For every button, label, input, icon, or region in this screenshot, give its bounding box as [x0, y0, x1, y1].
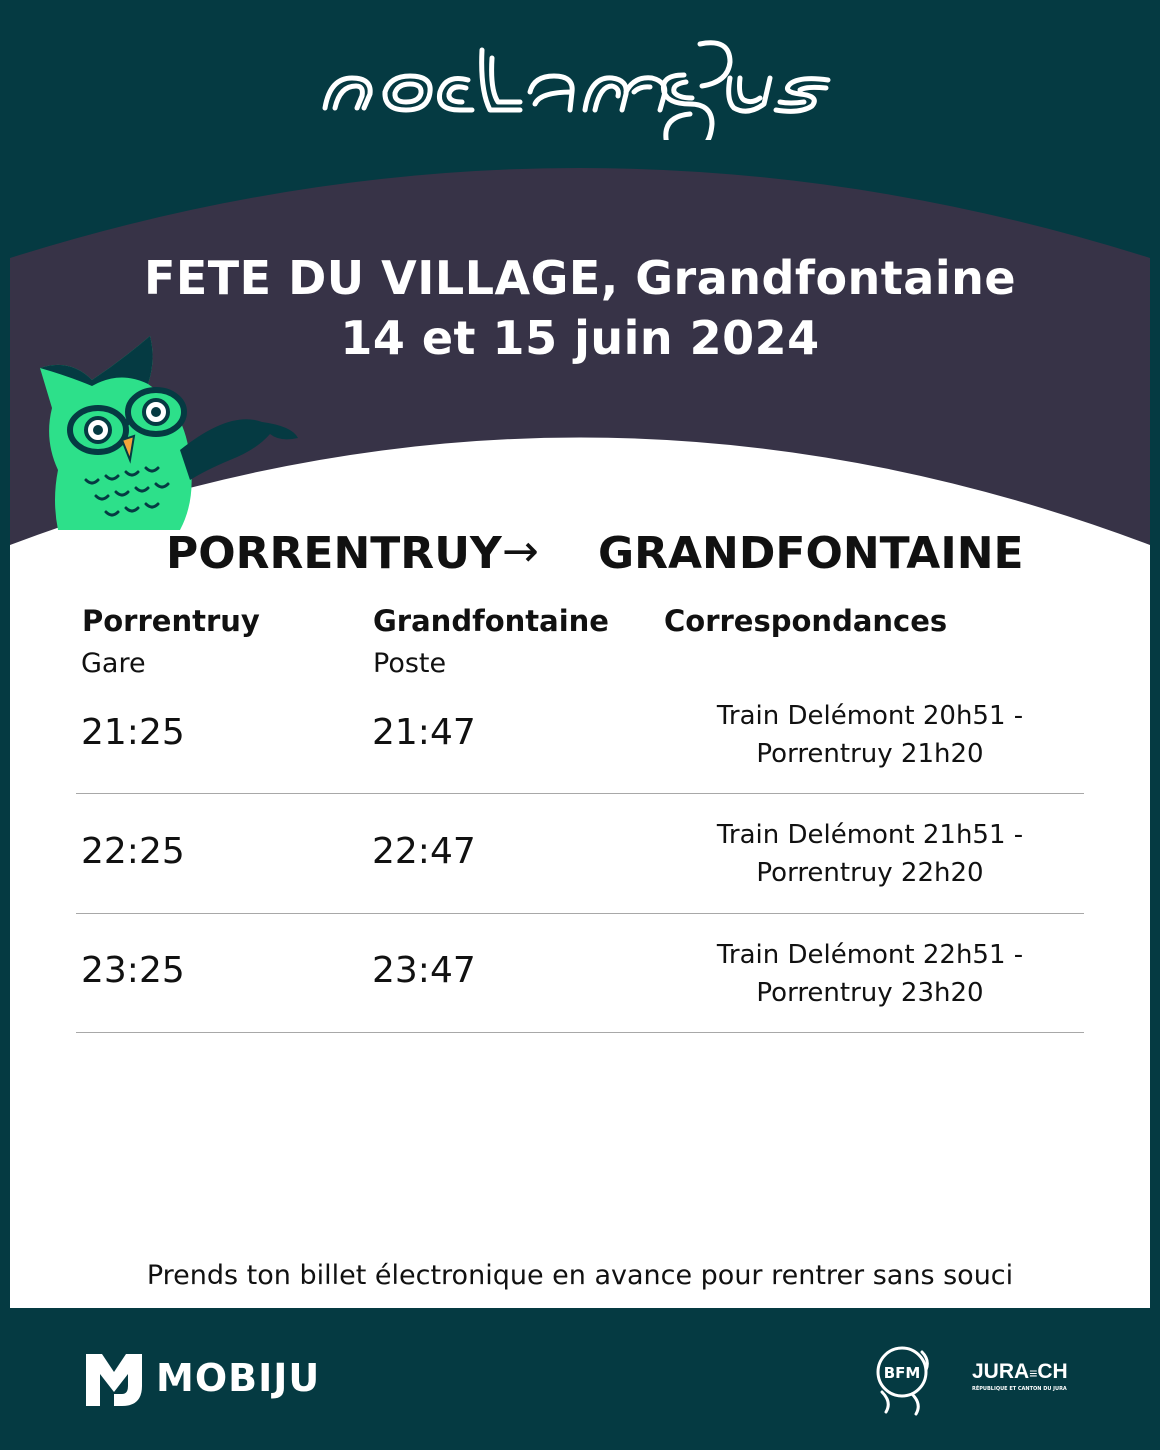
connection-line: Porrentruy 21h20 — [756, 739, 984, 769]
jura-subtitle: RÉPUBLIQUE ET CANTON DU JURA — [972, 1386, 1067, 1392]
connection-info — [700, 697, 1040, 773]
connection-line: Train Delémont 20h51 - — [716, 701, 1024, 731]
departure-time: 21:25 — [81, 712, 185, 753]
jura-wordmark: JURA≡CH — [972, 1360, 1068, 1383]
arrival-time: 23:47 — [372, 950, 476, 991]
arrival-stop-label: Poste — [373, 648, 447, 679]
bfm-emblem-icon — [872, 1340, 936, 1416]
row-divider — [76, 793, 1084, 794]
connection-line: Train Delémont 22h51 - — [716, 940, 1024, 970]
departure-time: 23:25 — [81, 950, 185, 991]
owl-mascot-icon — [30, 330, 320, 530]
route-destination: GRANDFONTAINE — [598, 528, 1024, 579]
connections-header: Correspondances — [664, 604, 948, 638]
route-header — [0, 528, 1160, 592]
event-dates: 14 et 15 juin 2024 — [340, 311, 820, 365]
connection-info — [700, 936, 1040, 1012]
ticket-note: Prends ton billet électronique en avance pour rentrer sans souci — [146, 1260, 1014, 1291]
route-origin: PORRENTRUY — [166, 528, 502, 579]
connection-info — [700, 816, 1040, 892]
arrival-stop-name: Grandfontaine — [373, 604, 609, 638]
mobiju-wordmark: MOBIJU — [156, 1356, 321, 1400]
arrival-time: 22:47 — [372, 831, 476, 872]
bfm-label: BFM — [883, 1364, 921, 1382]
connection-line: Porrentruy 23h20 — [756, 978, 984, 1008]
arrow-right-icon: → — [502, 526, 539, 577]
departure-stop-name: Porrentruy — [82, 604, 260, 638]
mobiju-m-icon — [84, 1350, 144, 1408]
row-divider — [76, 913, 1084, 914]
noctambus-logo — [0, 30, 1160, 140]
departure-time: 22:25 — [81, 831, 185, 872]
connection-line: Train Delémont 21h51 - — [716, 820, 1024, 850]
event-title: FETE DU VILLAGE, Grandfontaine — [143, 251, 1017, 305]
departure-stop-label: Gare — [81, 648, 146, 679]
connection-line: Porrentruy 22h20 — [756, 858, 984, 888]
jura-logo — [972, 1360, 1084, 1394]
arrival-time: 21:47 — [372, 712, 476, 753]
row-divider — [76, 1032, 1084, 1033]
